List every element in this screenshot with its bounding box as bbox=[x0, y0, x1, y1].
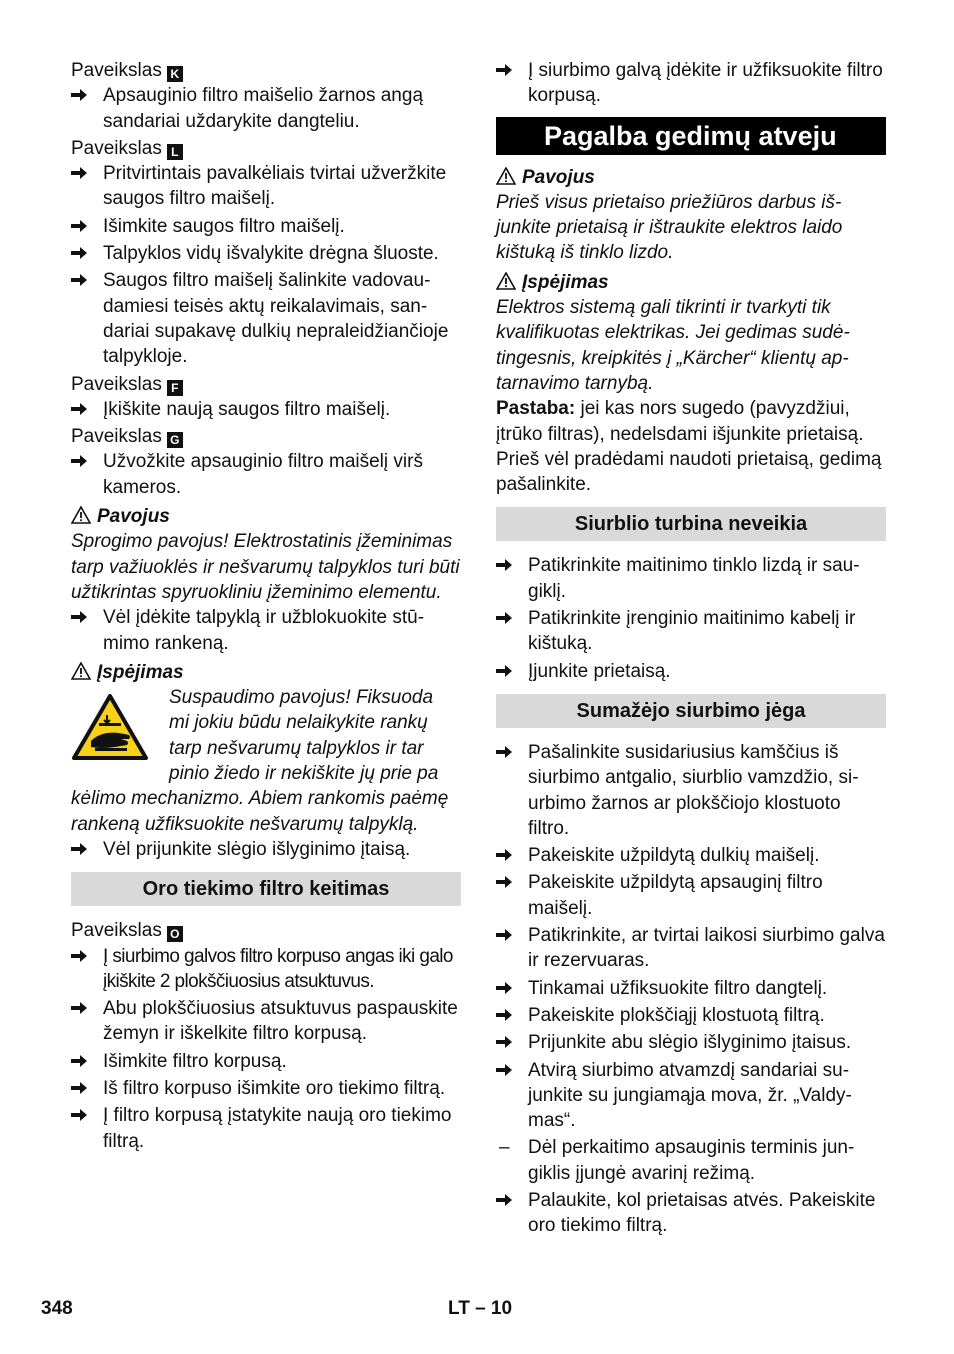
note-label: Pastaba: bbox=[496, 398, 576, 420]
arrow-right-icon bbox=[71, 1108, 88, 1122]
figure-letter-box: L bbox=[167, 144, 183, 160]
warning-triangle-icon bbox=[71, 506, 91, 524]
arrow-right-icon bbox=[71, 949, 88, 963]
arrow-right-icon bbox=[71, 610, 88, 624]
list-item bbox=[71, 944, 461, 995]
list-item-text: Apsauginio filtro maišelio žarnos angą sandariai uždarykite dangteliu. bbox=[103, 85, 424, 132]
list-item-text: Į filtro korpusą įstatykite naują oro tiekimo filtrą. bbox=[103, 1105, 452, 1152]
warning-title: Įspėjimas bbox=[522, 271, 609, 293]
arrow-right-icon bbox=[496, 558, 513, 572]
list-item-text: Išimkite saugos filtro maišelį. bbox=[103, 215, 345, 237]
warning-text-rest: kėlimo mechanizmo. Abiem rankomis paėmę rankeną užfiksuokite nešvarumų talpyklą. bbox=[71, 788, 449, 835]
list-item-text: Išimkite filtro korpusą. bbox=[103, 1050, 287, 1072]
list-item-text: Tinkamai užfiksuokite filtro dangtelį. bbox=[528, 977, 828, 999]
arrow-right-icon bbox=[496, 875, 513, 889]
list-item-text: Patikrinkite maitinimo tinklo lizdą ir saugiklį. bbox=[528, 555, 860, 602]
warning-text-line: tarp nešvarumų talpyklos ir tar bbox=[169, 737, 424, 759]
arrow-right-icon bbox=[496, 1035, 513, 1049]
danger-text: Prieš visus prietaiso priežiūros darbus išjunkite prietaisą ir ištraukite elektros laido kištuką iš tinklo lizdo. bbox=[496, 191, 843, 264]
arrow-right-icon bbox=[71, 402, 88, 416]
list-item-text: Palaukite, kol prietaisas atvės. Pakeiskite oro tiekimo filtrą. bbox=[528, 1189, 876, 1237]
warning-title: Įspėjimas bbox=[97, 661, 184, 683]
warning-text-line: pinio žiedo ir nekiškite jų prie pa bbox=[169, 763, 439, 785]
list-item bbox=[71, 1049, 461, 1074]
arrow-right-icon bbox=[71, 88, 88, 102]
danger-title: Pavojus bbox=[522, 166, 595, 188]
list-item bbox=[496, 1030, 886, 1055]
list-item bbox=[496, 1188, 886, 1239]
arrow-right-icon bbox=[496, 63, 513, 77]
figure-letter-box: O bbox=[167, 926, 183, 942]
dash-marker: – bbox=[499, 1137, 510, 1159]
right-column bbox=[496, 58, 886, 1241]
hand-crush-warning bbox=[71, 685, 461, 786]
list-item bbox=[71, 1076, 461, 1101]
arrow-right-icon bbox=[496, 981, 513, 995]
list-item-text: Į siurbimo galvos filtro korpuso angas iki galo įkiškite 2 plokščiuosius atsuktuvus. bbox=[103, 945, 453, 992]
arrow-right-icon bbox=[496, 611, 513, 625]
figure-ref-g bbox=[71, 424, 461, 449]
list-item-text: Vėl prijunkite slėgio išlyginimo įtaisą. bbox=[103, 838, 411, 860]
list-item bbox=[71, 161, 461, 212]
list-item bbox=[496, 870, 886, 921]
page-number: 348 bbox=[41, 1298, 73, 1319]
list-item bbox=[496, 1058, 886, 1134]
figure-ref-k bbox=[71, 58, 461, 83]
danger-title: Pavojus bbox=[97, 506, 170, 528]
list-item bbox=[71, 996, 461, 1047]
list-item bbox=[71, 397, 461, 422]
list-item bbox=[496, 740, 886, 841]
list-item bbox=[496, 976, 886, 1001]
section-heading-air-filter: Oro tiekimo filtro keitimas bbox=[71, 872, 461, 906]
list-item bbox=[71, 1103, 461, 1154]
list-item-text: Pakeiskite užpildytą dulkių maišelį. bbox=[528, 845, 820, 867]
warning-triangle-icon bbox=[71, 662, 91, 680]
figure-letter-box: F bbox=[167, 380, 183, 396]
list-item-text: Įkiškite naują saugos filtro maišelį. bbox=[103, 398, 391, 420]
list-item-text: Pritvirtintais pavalkėliais tvirtai užveržkite saugos filtro maišelį. bbox=[103, 163, 447, 210]
section-heading-turbine: Siurblio turbina neveikia bbox=[496, 507, 886, 541]
left-column bbox=[71, 58, 461, 1156]
list-item bbox=[496, 659, 886, 684]
arrow-right-icon bbox=[71, 1081, 88, 1095]
list-item-text: Į siurbimo galvą įdėkite ir užfiksuokite filtro korpusą. bbox=[528, 60, 883, 107]
warning-heading bbox=[71, 660, 461, 685]
list-item-text: Vėl įdėkite talpyklą ir užblokuokite stūmimo rankeną. bbox=[103, 607, 425, 654]
figure-label: Paveikslas bbox=[71, 60, 162, 81]
list-item bbox=[71, 83, 461, 134]
list-item bbox=[71, 214, 461, 239]
list-item-text: Saugos filtro maišelį šalinkite vadovaudamiesi teisės aktų reikalavimais, sandariai supakavę dulkių nepraleidžiančioje talpykloje. bbox=[103, 270, 449, 368]
list-item-text: Pakeiskite užpildytą apsauginį filtro maišelį. bbox=[528, 872, 823, 919]
arrow-right-icon bbox=[71, 273, 88, 287]
note-text: jei kas nors sugedo (pavyzdžiui, įtrūko filtras), nedelsdami išjunkite prietaisą. Prieš vėl pradėdami naudoti prietaisą, gedimą pašalinkite. bbox=[496, 398, 882, 496]
arrow-right-icon bbox=[71, 842, 88, 856]
arrow-right-icon bbox=[71, 219, 88, 233]
list-item-text: Atvirą siurbimo atvamzdį sandariai sujunkite su jungiamąja mova, žr. „Valdymas“. bbox=[528, 1059, 852, 1132]
hand-crush-hazard-icon bbox=[71, 693, 149, 761]
list-item-text: Prijunkite abu slėgio išlyginimo įtaisus. bbox=[528, 1032, 852, 1054]
list-item-text: Pakeiskite plokščiąjį klostuotą filtrą. bbox=[528, 1004, 825, 1026]
arrow-right-icon bbox=[496, 1063, 513, 1077]
list-item-text: Dėl perkaitimo apsauginis terminis jungiklis įjungė avarinį režimą. bbox=[528, 1137, 855, 1184]
arrow-right-icon bbox=[496, 848, 513, 862]
list-item-text: Įjunkite prietaisą. bbox=[528, 660, 671, 682]
list-item bbox=[496, 1003, 886, 1028]
figure-label: Paveikslas bbox=[71, 426, 162, 448]
danger-heading bbox=[496, 165, 886, 190]
arrow-right-icon bbox=[496, 664, 513, 678]
list-item-text: Talpyklos vidų išvalykite drėgna šluoste. bbox=[103, 243, 439, 265]
list-item-text: Patikrinkite įrenginio maitinimo kabelį ir kištuką. bbox=[528, 608, 856, 655]
warning-text-line: mi jokiu būdu nelaikykite rankų bbox=[169, 712, 428, 734]
figure-letter-box: K bbox=[167, 66, 183, 82]
warning-text: Elektros sistemą gali tikrinti ir tvarkyti tik kvalifikuotas elektrikas. Jei gedimas sudėtingesnis, kreipkitės į „Kärcher“ klientų aptarnavimo tarnybą. bbox=[496, 297, 850, 394]
list-item-text: Užvožkite apsauginio filtro maišelį virš kameros. bbox=[103, 451, 423, 498]
arrow-right-icon bbox=[71, 1001, 88, 1015]
figure-label: Paveikslas bbox=[71, 373, 162, 395]
figure-ref-f bbox=[71, 372, 461, 397]
arrow-right-icon bbox=[496, 1008, 513, 1022]
section-heading-suction: Sumažėjo siurbimo jėga bbox=[496, 694, 886, 728]
list-item-text: Abu plokščiuosius atsuktuvus paspauskite žemyn ir iškelkite filtro korpusą. bbox=[103, 998, 458, 1045]
list-item-text: Patikrinkite, ar tvirtai laikosi siurbimo galva ir rezervuaras. bbox=[528, 925, 885, 972]
list-item-dash bbox=[496, 1135, 886, 1186]
list-item bbox=[71, 449, 461, 500]
arrow-right-icon bbox=[496, 745, 513, 759]
arrow-right-icon bbox=[71, 1054, 88, 1068]
main-heading: Pagalba gedimų atveju bbox=[496, 117, 886, 155]
figure-ref-l bbox=[71, 136, 461, 161]
arrow-right-icon bbox=[496, 1193, 513, 1207]
language-page-marker: LT – 10 bbox=[448, 1298, 513, 1319]
warning-triangle-icon bbox=[496, 272, 516, 290]
list-item-text: Pašalinkite susidariusius kamščius iš siurbimo antgalio, siurblio vamzdžio, siurbimo žarnos ar plokščiojo klostuoto filtro. bbox=[528, 741, 859, 839]
list-item bbox=[496, 58, 886, 109]
arrow-right-icon bbox=[496, 928, 513, 942]
figure-label: Paveikslas bbox=[71, 920, 162, 942]
danger-text: Sprogimo pavojus! Elektrostatinis įžeminimas tarp važiuoklės ir nešvarumų talpyklos turi būti užtikrintas spyruokliniu įžeminimo elementu. bbox=[71, 531, 460, 603]
note-paragraph bbox=[496, 396, 886, 497]
warning-triangle-icon bbox=[496, 167, 516, 185]
arrow-right-icon bbox=[71, 166, 88, 180]
figure-ref-o bbox=[71, 918, 461, 943]
list-item-text: Iš filtro korpuso išimkite oro tiekimo filtrą. bbox=[103, 1077, 446, 1099]
figure-letter-box: G bbox=[167, 432, 183, 448]
arrow-right-icon bbox=[71, 246, 88, 260]
list-item bbox=[496, 923, 886, 974]
list-item bbox=[496, 606, 886, 657]
warning-heading bbox=[496, 270, 886, 295]
warning-text-line: Suspaudimo pavojus! Fiksuoda bbox=[169, 687, 434, 709]
list-item bbox=[71, 268, 461, 369]
list-item bbox=[71, 605, 461, 656]
danger-heading bbox=[71, 504, 461, 529]
figure-label: Paveikslas bbox=[71, 137, 162, 159]
list-item bbox=[71, 837, 461, 862]
list-item bbox=[496, 843, 886, 868]
list-item bbox=[71, 241, 461, 266]
arrow-right-icon bbox=[71, 454, 88, 468]
list-item bbox=[496, 553, 886, 604]
